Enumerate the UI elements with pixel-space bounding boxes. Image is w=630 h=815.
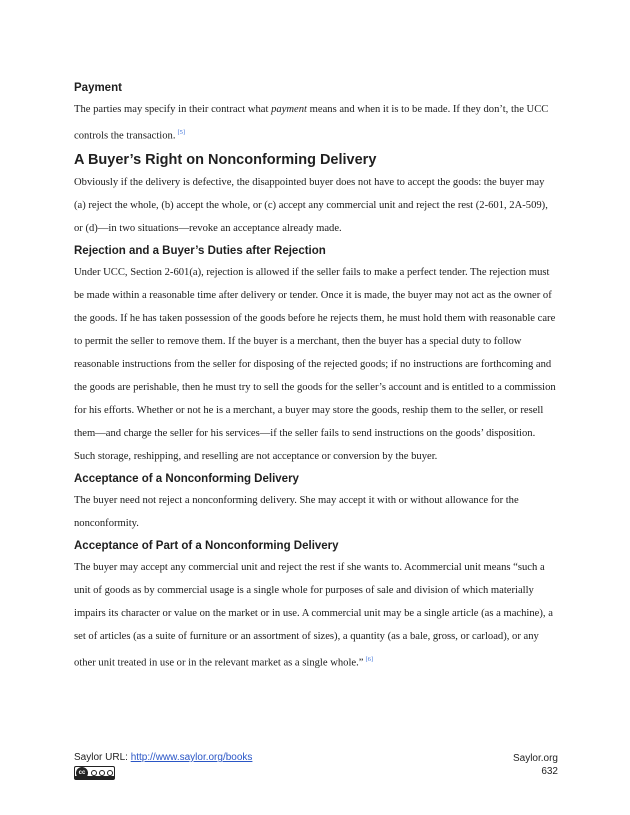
paragraph-payment <box>74 98 558 148</box>
paragraph-acceptance: The buyer need not reject a nonconforming delivery. She may accept it with or without allowance for the nonconformity. <box>74 494 519 529</box>
saylor-books-link[interactable]: http://www.saylor.org/books <box>130 752 253 763</box>
cc-logo-icon: cc <box>76 767 88 779</box>
footer-url-label: Saylor URL: <box>74 752 131 763</box>
footnote-link-5[interactable]: [5] <box>177 129 186 136</box>
cc-bar <box>75 776 114 779</box>
footer-site: Saylor.org <box>512 753 558 764</box>
document-body <box>74 78 558 675</box>
page-number: 632 <box>541 766 558 777</box>
payment-text-start: The parties may specify in their contract what <box>74 104 272 115</box>
paragraph-buyers-right: Obviously if the delivery is defective, the disappointed buyer does not have to accept the goods: the buyer may (a) reject the whole, (b) accept the whole, or (c) accept any commercial unit and reject the rest (2-601, 2A-509), or (d)—in two situations—revoke an acceptance already made. <box>74 176 548 234</box>
heading-acceptance: Acceptance of a Nonconforming Delivery <box>74 472 299 485</box>
footer-url <box>74 752 252 763</box>
heading-partial-acceptance: Acceptance of Part of a Nonconforming Delivery <box>74 539 339 552</box>
heading-payment: Payment <box>74 82 122 94</box>
paragraph-partial-acceptance <box>74 556 558 675</box>
paragraph-rejection: Under UCC, Section 2-601(a), rejection is allowed if the seller fails to make a perfect tender. The rejection must be made within a reasonable time after delivery or tender. Once it is made, the buyer may not act as the owner of the goods. If he has taken possession of the goods before he rejects them, he must hold them with reasonable care to permit the seller to remove them. If the buyer is a merchant, then the buyer has a special duty to follow reasonable instructions from the seller for disposing of the rejected goods; if no instructions are forthcoming and the goods are perishable, then he must try to sell the goods for the seller’s account and is entitled to a commission for his efforts. Whether or not he is a merchant, a buyer may store the goods, reship them to the seller, or resell them—and charge the seller for his services—if the seller fails to send instructions on the goods’ disposition. Such storage, reshipping, and reselling are not acceptance or conversion by the buyer. <box>74 266 556 462</box>
partial-text: The buyer may accept any commercial unit and reject the rest if she wants to. Acommercial unit means “such a unit of goods as by commercial usage is a single whole for purposes of sale and division of which materially impairs its character or value on the market or in use. A commercial unit may be a single article (as a machine), a set of articles (as a suite of furniture or an assortment of sizes), a quantity (as a bale, gross, or carload), or any other unit treated in use or in the relevant market as a single whole.” <box>74 561 553 669</box>
payment-text-end: means and when it is to be made. If they don’t, the UCC controls the transaction. <box>74 104 549 142</box>
heading-buyers-right: A Buyer’s Right on Nonconforming Delivery <box>74 151 377 168</box>
footnote-link-6[interactable]: [6] <box>365 655 374 663</box>
creative-commons-icon <box>74 766 115 780</box>
payment-emphasis: payment <box>271 104 307 115</box>
footer-site-info <box>513 752 558 778</box>
heading-rejection: Rejection and a Buyer’s Duties after Rejection <box>74 244 326 257</box>
